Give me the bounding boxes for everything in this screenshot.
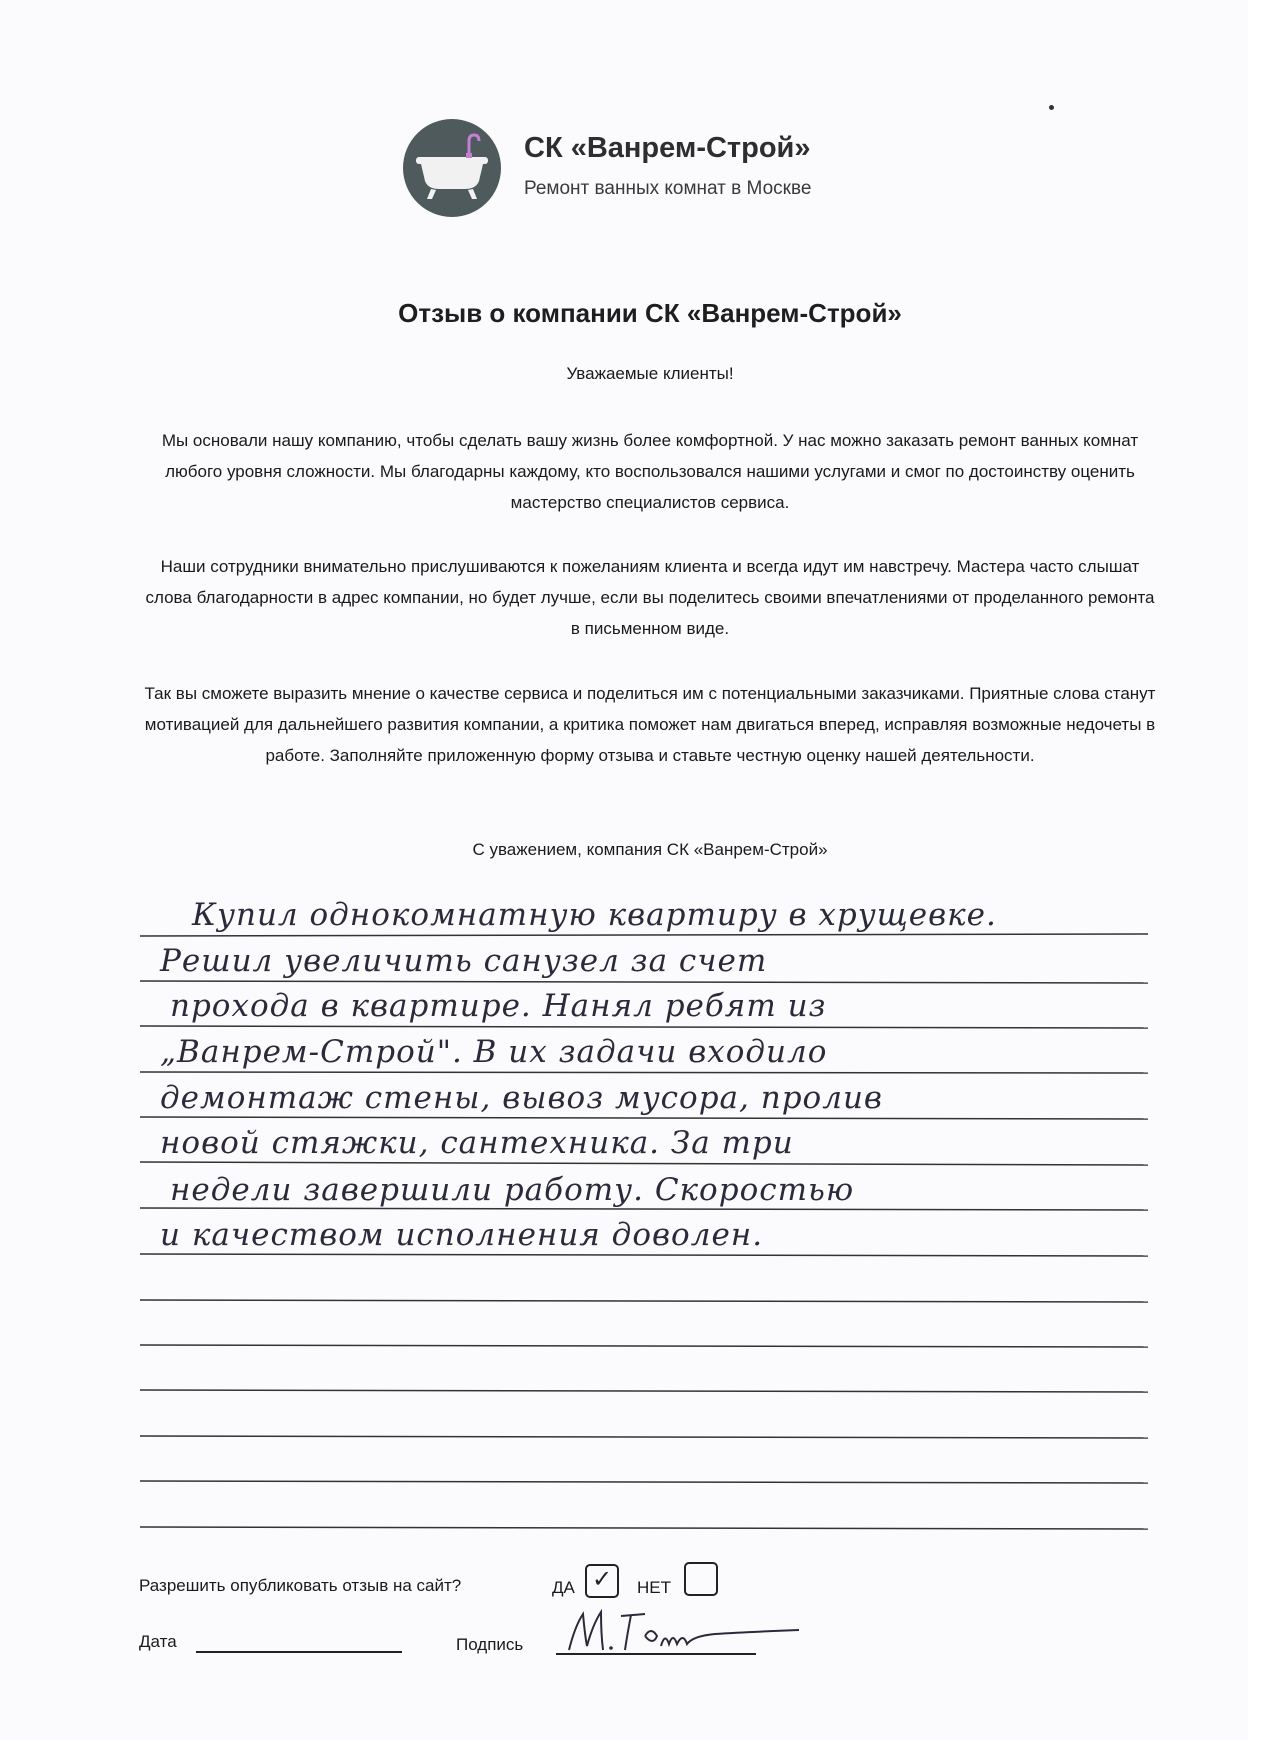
greeting: Уважаемые клиенты! xyxy=(566,364,734,383)
intro-paragraph-1: Мы основали нашу компанию, чтобы сделать вашу жизнь более комфортной. У нас можно заказать ремонт ванных комнат любого уровня сложности. Мы благодарны каждому, кто воспользовался нашими услугами и смог по достоинству оценить мастерство специалистов сервиса. xyxy=(161,431,1139,512)
check-mark-icon: ✓ xyxy=(592,1565,613,1593)
publish-no-checkbox[interactable] xyxy=(684,1562,718,1596)
page-title: Отзыв о компании СК «Ванрем-Строй» xyxy=(398,298,902,328)
publish-yes-label: ДА xyxy=(552,1578,575,1597)
review-line-7: недели завершили работу. Скоростью xyxy=(170,1172,855,1208)
publish-yes-checkbox[interactable] xyxy=(585,1564,619,1598)
scan-speck xyxy=(1049,105,1054,110)
date-field[interactable] xyxy=(196,1651,402,1653)
review-line-5: демонтаж стены, вывоз мусора, пролив xyxy=(160,1080,883,1116)
review-line-8: и качеством исполнения доволен. xyxy=(160,1217,764,1253)
company-name: СК «Ванрем-Строй» xyxy=(524,132,811,164)
intro-paragraph-3: Так вы сможете выразить мнение о качестве сервиса и поделиться им с потенциальными заказчиками. Приятные слова станут мотивацией для дальнейшего развития компании, а критика поможет нам двигаться вперед, исправляя возможные недочеты в работе. Заполняйте приложенную форму отзыва и ставьте честную оценку нашей деятельности. xyxy=(144,684,1156,765)
review-line-4: „Ванрем-Строй". В их задачи входило xyxy=(160,1034,828,1070)
company-tagline: Ремонт ванных комнат в Москве xyxy=(524,178,812,199)
review-line-1: Купил однокомнатную квартиру в хрущевке. xyxy=(192,897,997,933)
publish-no-label: НЕТ xyxy=(637,1578,671,1597)
closing-signoff: С уважением, компания СК «Ванрем-Строй» xyxy=(472,840,828,859)
signature-label: Подпись xyxy=(456,1635,524,1654)
intro-paragraph-2: Наши сотрудники внимательно прислушиваются к пожеланиям клиента и всегда идут им навстречу. Мастера часто слышат слова благодарности в адрес компании, но будет лучше, если вы поделитесь своими впечатлениями от проделанного ремонта в письменном виде. xyxy=(145,557,1155,638)
date-label: Дата xyxy=(139,1632,177,1651)
publish-question: Разрешить опубликовать отзыв на сайт? xyxy=(139,1576,462,1595)
handwritten-signature xyxy=(565,1606,805,1656)
review-line-6: новой стяжки, сантехника. За три xyxy=(160,1125,794,1161)
review-line-2: Решил увеличить санузел за счет xyxy=(160,943,768,979)
review-line-3: прохода в квартире. Нанял ребят из xyxy=(170,988,827,1024)
